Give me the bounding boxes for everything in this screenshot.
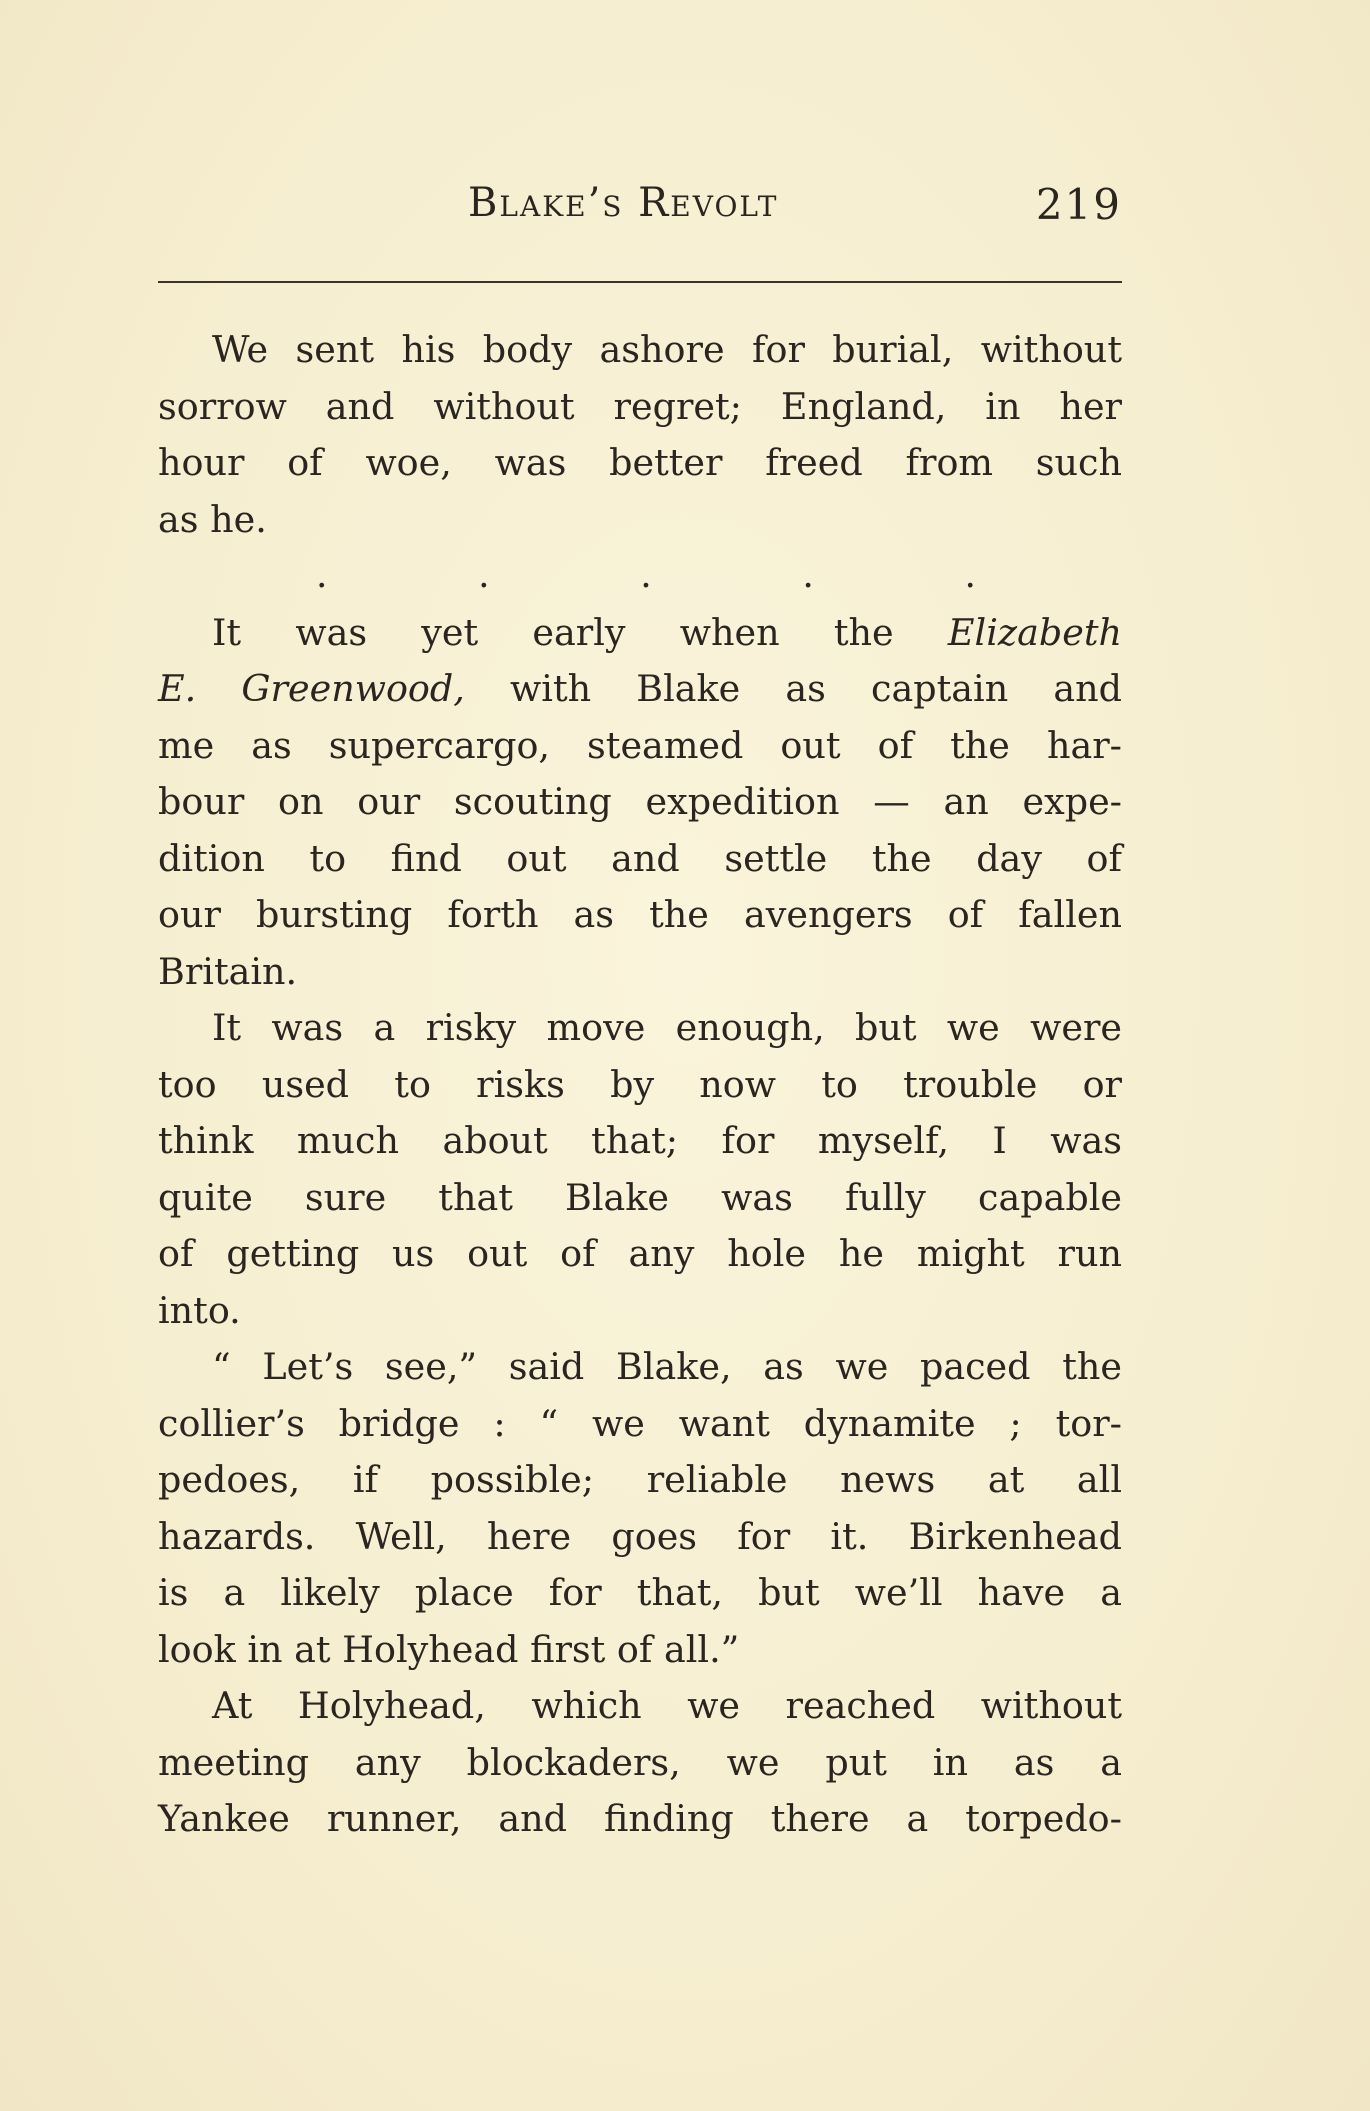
text-line: into. <box>158 1288 241 1332</box>
text-line: is a likely place for that, but we’ll have a <box>158 1571 1122 1614</box>
text-line <box>158 605 1122 662</box>
running-head <box>158 180 1122 240</box>
text-line: of getting us out of any hole he might run <box>158 1232 1122 1275</box>
text-line: sorrow and without regret; England, in her <box>158 384 1122 428</box>
separator-dot: . <box>316 555 328 596</box>
separator-dot: . <box>802 555 814 596</box>
text-line: our bursting forth as the avengers of fallen <box>158 893 1122 936</box>
ship-name-italic: E. Greenwood, <box>158 667 465 710</box>
text-line: dition to find out and settle the day of <box>158 836 1122 880</box>
text-line: too used to risks by now to trouble or <box>158 1062 1122 1106</box>
text-span: with Blake as captain and <box>464 667 1122 710</box>
text-line: “ Let’s see,” said Blake, as we paced the <box>212 1345 1122 1388</box>
text-line <box>158 661 1122 718</box>
text-line: quite sure that Blake was fully capable <box>158 1175 1122 1219</box>
text-line: look in at Holyhead first of all.” <box>158 1627 740 1671</box>
text-line: collier’s bridge : “ we want dynamite ; tor- <box>158 1401 1122 1445</box>
text-line: me as supercargo, steamed out of the har- <box>158 723 1122 767</box>
running-head-title: Blake’s Revolt <box>468 180 779 226</box>
text-line: bour on our scouting expedition — an expe- <box>158 780 1122 823</box>
body-text <box>158 322 1122 1848</box>
text-line: think much about that; for myself, I was <box>158 1119 1122 1162</box>
text-line: Britain. <box>158 949 298 993</box>
separator-dot: . <box>640 555 652 596</box>
text-line: meeting any blockaders, we put in as a <box>158 1740 1122 1784</box>
text-line: hazards. Well, here goes for it. Birkenhead <box>158 1514 1122 1558</box>
text-line: We sent his body ashore for burial, without <box>212 328 1122 371</box>
text-line: as he. <box>158 497 267 541</box>
section-separator <box>316 548 976 605</box>
page-number: 219 <box>1035 180 1122 229</box>
text-line: It was a risky move enough, but we were <box>212 1006 1122 1049</box>
text-span: It was yet early when the <box>212 610 948 654</box>
text-line: hour of woe, was better freed from such <box>158 441 1122 484</box>
separator-dot: . <box>964 555 976 596</box>
separator-dot: . <box>478 555 490 596</box>
text-line: At Holyhead, which we reached without <box>212 1684 1122 1727</box>
header-rule <box>158 281 1122 283</box>
text-line: pedoes, if possible; reliable news at all <box>158 1458 1122 1501</box>
ship-name-italic: Elizabeth <box>947 610 1122 654</box>
text-line: Yankee runner, and finding there a torpedo- <box>158 1797 1122 1840</box>
